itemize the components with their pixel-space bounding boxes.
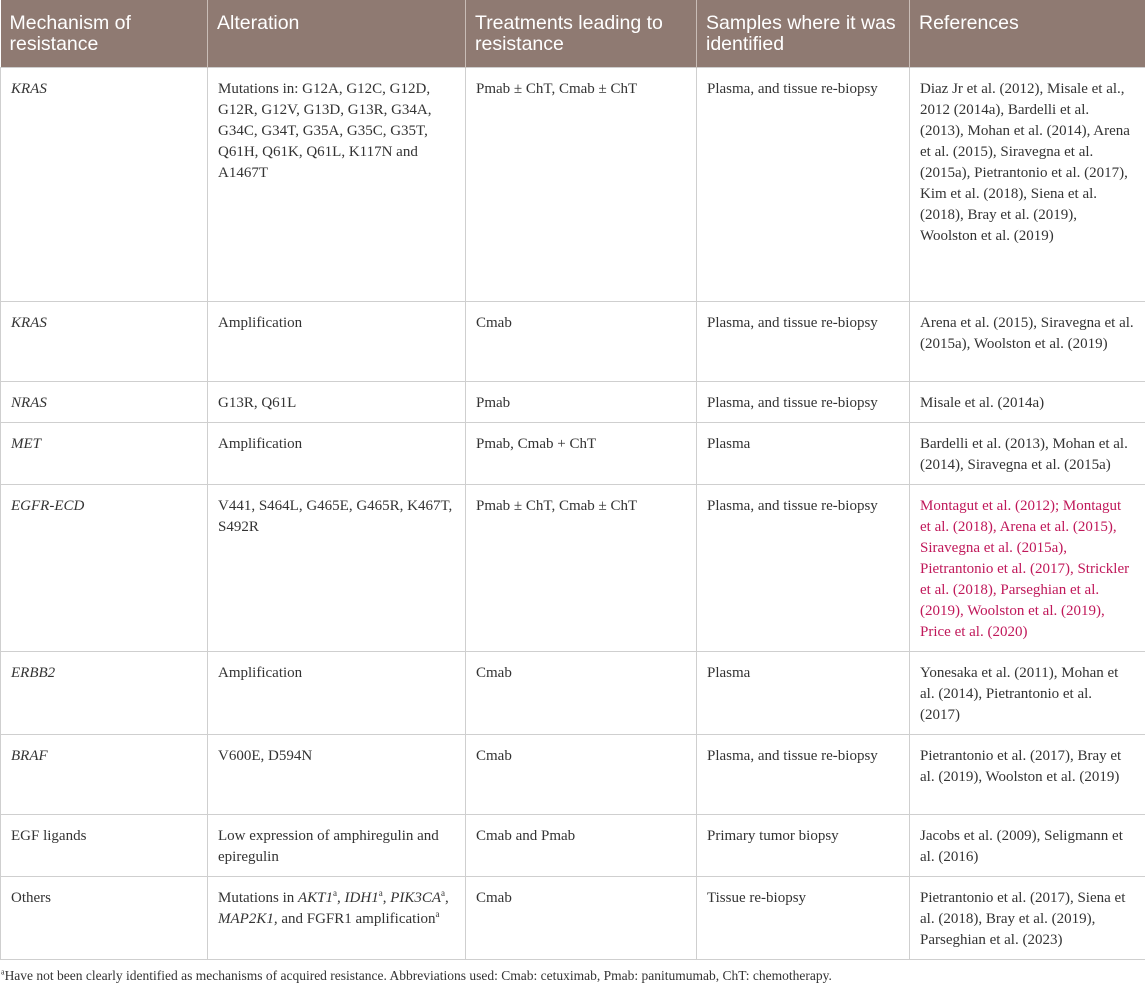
references-cell: Yonesaka et al. (2011), Mohan et al. (2014), Pietrantonio et al. (2017)	[910, 652, 1145, 735]
samples-cell: Plasma, and tissue re-biopsy	[697, 68, 910, 302]
treatments-cell: Pmab, Cmab + ChT	[466, 423, 697, 485]
samples-cell: Primary tumor biopsy	[697, 815, 910, 877]
alteration-cell: G13R, Q61L	[208, 382, 466, 423]
samples-cell: Plasma, and tissue re-biopsy	[697, 382, 910, 423]
mechanism-cell: EGFR-ECD	[1, 485, 208, 652]
header-alteration: Alteration	[208, 0, 466, 68]
treatments-cell: Pmab	[466, 382, 697, 423]
header-samples: Samples where it was identified	[697, 0, 910, 68]
alteration-cell: Amplification	[208, 423, 466, 485]
alteration-cell: Mutations in AKT1$^a$, IDH1$^a$, $PIK3CA^a$, MAP2K1, and FGFR1 amplification$^a$	[208, 877, 466, 960]
treatments-cell: Pmab ± ChT, Cmab ± ChT	[466, 485, 697, 652]
alteration-cell: Mutations in: G12A, G12C, G12D, G12R, G12V, G13D, G13R, G34A, G34C, G34T, G35A, G35C, G35T, Q61H, Q61K, Q61L, K117N and A1467T	[208, 68, 466, 302]
samples-cell: Plasma, and tissue re-biopsy	[697, 735, 910, 815]
header-mechanism: Mechanism of resistance	[1, 0, 208, 68]
alteration-cell: V441, S464L, G465E, G465R, K467T, S492R	[208, 485, 466, 652]
references-cell: Jacobs et al. (2009), Seligmann et al. (2016)	[910, 815, 1145, 877]
treatments-cell: Cmab	[466, 877, 697, 960]
samples-cell: Plasma	[697, 423, 910, 485]
mechanism-cell: KRAS	[1, 302, 208, 382]
samples-cell: Plasma	[697, 652, 910, 735]
references-cell: Diaz Jr et al. (2012), Misale et al., 2012 (2014a), Bardelli et al. (2013), Mohan et al. (2014), Arena et al. (2015), Siravegna et al. (2015a), Pietrantonio et al. (2017), Kim et al. (2018), Siena et al. (2018), Bray et al. (2019), Woolston et al. (2019)	[910, 68, 1145, 302]
footnote-mark: a	[436, 909, 440, 919]
alteration-prefix: Mutations in	[218, 890, 298, 906]
alteration-cell: Low expression of amphiregulin and epiregulin	[208, 815, 466, 877]
mechanism-cell: EGF ligands	[1, 815, 208, 877]
table-row	[1, 382, 1145, 423]
footnote-mark: a	[333, 888, 337, 898]
table-row	[1, 652, 1145, 735]
treatments-cell: Pmab ± ChT, Cmab ± ChT	[466, 68, 697, 302]
footnote-text: Have not been clearly identified as mechanisms of acquired resistance. Abbreviations used: Cmab: cetuximab, Pmab: panitumumab, ChT: chemotherapy.	[5, 968, 832, 983]
alteration-cell: V600E, D594N	[208, 735, 466, 815]
mechanism-cell: NRAS	[1, 382, 208, 423]
header-row	[1, 0, 1145, 68]
mechanism-cell: ERBB2	[1, 652, 208, 735]
mechanism-cell: Others	[1, 877, 208, 960]
treatments-cell: Cmab and Pmab	[466, 815, 697, 877]
references-cell: Pietrantonio et al. (2017), Siena et al. (2018), Bray et al. (2019), Parseghian et al. (2023)	[910, 877, 1145, 960]
treatments-cell: Cmab	[466, 302, 697, 382]
mechanism-cell: BRAF	[1, 735, 208, 815]
gene-pik3ca: PIK3CA	[390, 890, 441, 906]
table-footnote	[0, 960, 1145, 985]
references-cell: Pietrantonio et al. (2017), Bray et al. (2019), Woolston et al. (2019)	[910, 735, 1145, 815]
table-row	[1, 815, 1145, 877]
table-body	[1, 68, 1145, 960]
footnote-mark: a	[1, 968, 5, 977]
samples-cell: Plasma, and tissue re-biopsy	[697, 485, 910, 652]
references-cell: Arena et al. (2015), Siravegna et al. (2015a), Woolston et al. (2019)	[910, 302, 1145, 382]
table-row	[1, 877, 1145, 960]
alteration-and: and	[278, 911, 303, 927]
treatments-cell: Cmab	[466, 652, 697, 735]
alteration-cell: Amplification	[208, 652, 466, 735]
gene-idh1: IDH1	[345, 890, 379, 906]
footnote-mark: a	[379, 888, 383, 898]
references-link-cell[interactable]: Montagut et al. (2012); Montagut et al. (2018), Arena et al. (2015), Siravegna et al. (2015a), Pietrantonio et al. (2017), Strickler et al. (2018), Parseghian et al. (2019), Woolston et al. (2019), Price et al. (2020)	[910, 485, 1145, 652]
treatments-cell: Cmab	[466, 735, 697, 815]
fgfr1-amplification: FGFR1 amplification	[307, 911, 436, 927]
header-treatments: Treatments leading to resistance	[466, 0, 697, 68]
references-cell: Misale et al. (2014a)	[910, 382, 1145, 423]
references-cell: Bardelli et al. (2013), Mohan et al. (2014), Siravegna et al. (2015a)	[910, 423, 1145, 485]
table-row	[1, 302, 1145, 382]
table-row	[1, 423, 1145, 485]
header-references: References	[910, 0, 1145, 68]
alteration-cell: Amplification	[208, 302, 466, 382]
samples-cell: Tissue re-biopsy	[697, 877, 910, 960]
table-row	[1, 735, 1145, 815]
mechanism-cell: MET	[1, 423, 208, 485]
table-row	[1, 68, 1145, 302]
table-row	[1, 485, 1145, 652]
samples-cell: Plasma, and tissue re-biopsy	[697, 302, 910, 382]
mechanism-cell: KRAS	[1, 68, 208, 302]
table-header	[1, 0, 1145, 68]
gene-akt1: AKT1	[298, 890, 333, 906]
gene-map2k1: MAP2K1,	[218, 911, 278, 927]
footnote-mark: a	[441, 888, 445, 898]
